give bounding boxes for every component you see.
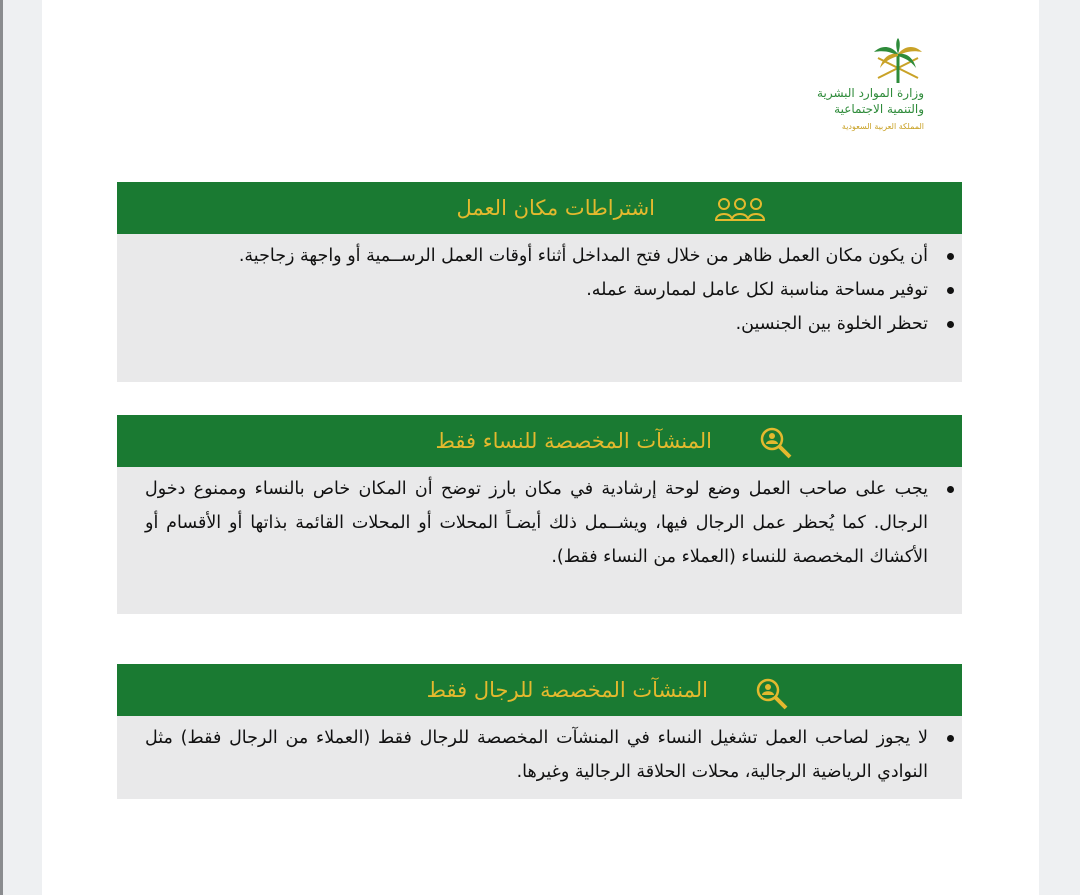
list-item: أن يكون مكان العمل ظاهر من خلال فتح المداخل أثناء أوقات العمل الرســمية أو واجهة زجاجية. [145,239,928,273]
section-header [117,182,962,234]
magnifier-person-icon [758,425,794,461]
ministry-logo [774,38,934,138]
section-title: اشتراطات مكان العمل [456,196,655,220]
left-edge-divider [0,0,3,895]
section-women-only [117,415,962,614]
list-item: توفير مساحة مناسبة لكل عامل لممارسة عمله. [145,273,928,307]
list-item: تحظر الخلوة بين الجنسين. [145,307,928,341]
section-men-only [117,664,962,799]
logo-country-line: المملكة العربية السعودية [841,122,924,131]
bullet-list [117,467,962,584]
section-workplace-requirements [117,182,962,382]
list-item: يجب على صاحب العمل وضع لوحة إرشادية في مكان بارز توضح أن المكان خاص بالنساء وممنوع دخول الرجال. كما يُحظر عمل الرجال فيها، ويشــمل ذلك أيضـاً المحلات أو المحلات القائمة بذاتها أو الأقسام أو الأكشاك المخصصة للنساء (العملاء من النساء فقط). [145,472,928,574]
section-body [117,467,962,614]
bullet-list [117,716,962,799]
section-title: المنشآت المخصصة للرجال فقط [426,678,708,702]
magnifier-person-icon [754,676,790,712]
palm-swords-emblem-icon [868,38,928,86]
section-header [117,415,962,467]
logo-ministry-line2: والتنمية الاجتماعية [834,102,924,116]
group-people-icon [714,196,766,222]
section-header [117,664,962,716]
list-item: لا يجوز لصاحب العمل تشغيل النساء في المنشآت المخصصة للرجال فقط (العملاء من الرجال فقط) مثل النوادي الرياضية الرجالية، محلات الحلاقة الرجالية وغيرها. [145,721,928,789]
section-title: المنشآت المخصصة للنساء فقط [435,429,712,453]
section-body [117,716,962,799]
document-page [42,0,1039,895]
logo-ministry-line1: وزارة الموارد البشرية [817,86,924,100]
bullet-list [117,234,962,351]
section-body [117,234,962,382]
